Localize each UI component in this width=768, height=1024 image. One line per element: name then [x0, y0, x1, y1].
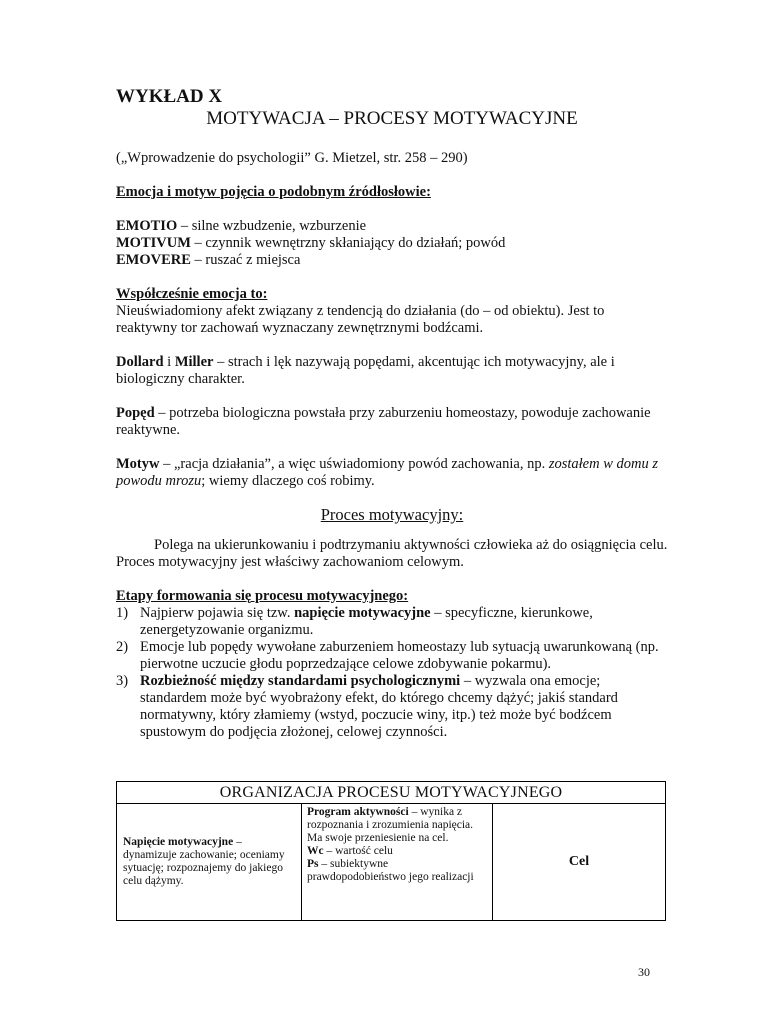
source-citation: („Wprowadzenie do psychologii” G. Mietzel, str. 258 – 290): [116, 150, 468, 166]
table-cell-tension: Napięcie motywacyjne – dynamizuje zachowanie; oceniamy sytuację; rozpoznajemy do jakiego celu dążymy.: [117, 804, 302, 921]
section-heading-emotion: Współcześnie emocja to:: [116, 286, 268, 302]
list-item: 1) Najpierw pojawia się tzw. napięcie motywacyjne – specyficzne, kierunkowe, zenergetyzowanie organizmu.: [116, 605, 593, 638]
term-emotio: EMOTIO – silne wzbudzenie, wzburzenie: [116, 218, 367, 234]
document-title: MOTYWACJA – PROCESY MOTYWACYJNE: [206, 108, 578, 129]
stages-list: [116, 605, 668, 741]
drive-paragraph: Popęd – potrzeba biologiczna powstała przy zaburzeniu homeostazy, powoduje zachowanie reaktywne.: [116, 405, 651, 438]
term-emovere: EMOVERE – ruszać z miejsca: [116, 252, 301, 268]
table-title: ORGANIZACJA PROCESU MOTYWACYJNEGO: [117, 782, 666, 804]
list-item: 3) Rozbieżność między standardami psychologicznymi – wyzwala ona emocje; standardem może być wyobrażony efekt, do którego chcemy dążyć; jakiś standard normatywny, który złamiemy (wstyd, poczucie winy, itp.) też może być bodźcem spustowym do podjęcia złożonej, celowej czynności.: [116, 673, 618, 740]
list-item: 2) Emocje lub popędy wywołane zaburzeniem homeostazy lub sytuacją uwarunkowaną (np. pierwotne uczucie głodu poprzedzające celowe zdobywanie pokarmu).: [116, 639, 659, 672]
lecture-heading: WYKŁAD X: [116, 86, 223, 107]
table-cell-goal: Cel: [493, 804, 666, 921]
process-title: Proces motywacyjny:: [320, 505, 464, 524]
stages-heading: Etapy formowania się procesu motywacyjnego:: [116, 588, 409, 604]
motivation-process-table: [116, 781, 666, 921]
term-motivum: MOTIVUM – czynnik wewnętrzny skłaniający do działań; powód: [116, 235, 506, 251]
page-number: 30: [638, 965, 650, 979]
emotion-definition: Nieuświadomiony afekt związany z tendencją do działania (do – od obiektu). Jest to reaktywny tor zachowań wyznaczany zewnętrznymi bodźcami.: [116, 303, 605, 336]
dollard-miller-paragraph: Dollard i Miller – strach i lęk nazywają popędami, akcentując ich motywacyjny, ale i biologiczny charakter.: [116, 354, 615, 387]
process-description: Polega na ukierunkowaniu i podtrzymaniu aktywności człowieka aż do osiągnięcia celu. Proces motywacyjny jest właściwy zachowaniom celowym.: [116, 537, 668, 570]
motive-paragraph: Motyw – „racja działania”, a więc uświadomiony powód zachowania, np. zostałem w domu z powodu mrozu; wiemy dlaczego coś robimy.: [116, 456, 659, 489]
document-page: [116, 86, 668, 741]
section-heading-etymology: Emocja i motyw pojęcia o podobnym źródłosłowie:: [116, 184, 431, 200]
table-cell-program: Program aktywności – wynika z rozpoznania i zrozumienia napięcia. Ma swoje przeniesienie na cel. Wc – wartość celu Ps – subiektywne prawdopodobieństwo jego realizacji: [302, 804, 493, 921]
